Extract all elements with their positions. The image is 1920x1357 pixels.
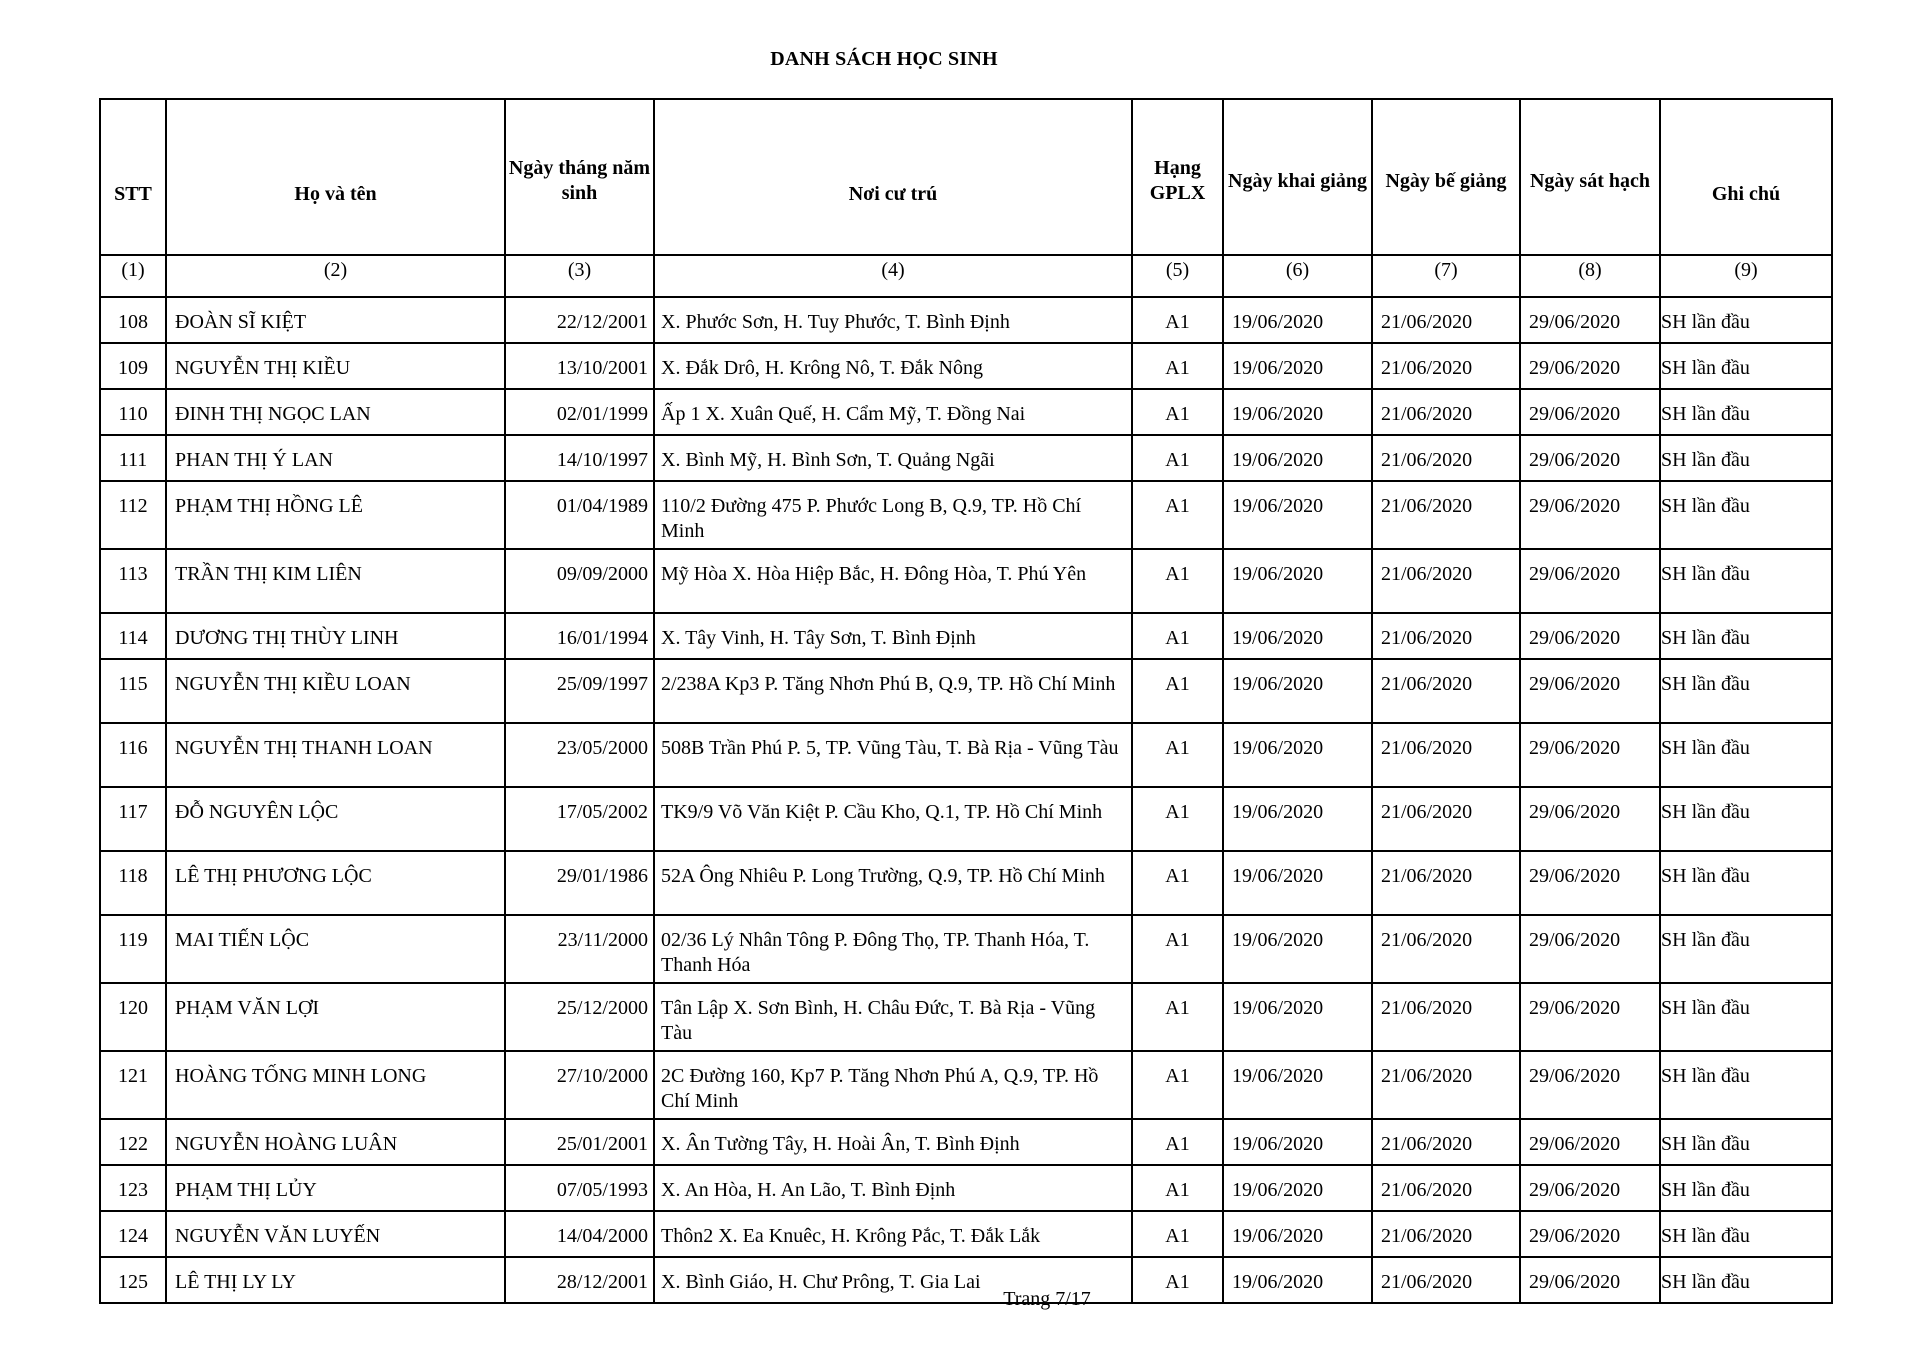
cell-dob: 14/04/2000 [505,1211,654,1257]
document-title: DANH SÁCH HỌC SINH [770,48,998,70]
cell-name: PHAN THỊ Ý LAN [166,435,505,481]
cell-stt: 125 [100,1257,166,1303]
header-row [100,99,1832,255]
cell-note: SH lần đầu [1660,389,1832,435]
cell-license-class: A1 [1132,1257,1223,1303]
cell-start-date: 19/06/2020 [1223,481,1372,549]
header-dob: Ngày tháng năm sinh [505,99,654,255]
cell-note: SH lần đầu [1660,787,1832,851]
cell-start-date: 19/06/2020 [1223,389,1372,435]
page-number: Trang 7/17 [1003,1288,1091,1310]
cell-address: 110/2 Đường 475 P. Phước Long B, Q.9, TP. Hồ Chí Minh [654,481,1132,549]
cell-note: SH lần đầu [1660,1119,1832,1165]
cell-address: Thôn2 X. Ea Knuêc, H. Krông Pắc, T. Đắk Lắk [654,1211,1132,1257]
cell-exam-date: 29/06/2020 [1520,787,1660,851]
cell-dob: 16/01/1994 [505,613,654,659]
table-row [100,1119,1832,1165]
cell-name: ĐINH THỊ NGỌC LAN [166,389,505,435]
cell-address: X. Bình Mỹ, H. Bình Sơn, T. Quảng Ngãi [654,435,1132,481]
cell-stt: 110 [100,389,166,435]
cell-start-date: 19/06/2020 [1223,613,1372,659]
cell-note: SH lần đầu [1660,613,1832,659]
cell-address: X. Ân Tường Tây, H. Hoài Ân, T. Bình Định [654,1119,1132,1165]
cell-note: SH lần đầu [1660,1257,1832,1303]
cell-stt: 120 [100,983,166,1051]
cell-dob: 01/04/1989 [505,481,654,549]
cell-exam-date: 29/06/2020 [1520,343,1660,389]
cell-license-class: A1 [1132,481,1223,549]
cell-name: NGUYỄN VĂN LUYẾN [166,1211,505,1257]
cell-start-date: 19/06/2020 [1223,723,1372,787]
cell-address: X. Phước Sơn, H. Tuy Phước, T. Bình Định [654,297,1132,343]
cell-exam-date: 29/06/2020 [1520,915,1660,983]
cell-exam-date: 29/06/2020 [1520,983,1660,1051]
cell-license-class: A1 [1132,1211,1223,1257]
cell-end-date: 21/06/2020 [1372,983,1520,1051]
table-row [100,613,1832,659]
cell-name: HOÀNG TỐNG MINH LONG [166,1051,505,1119]
cell-stt: 113 [100,549,166,613]
cell-dob: 23/11/2000 [505,915,654,983]
cell-note: SH lần đầu [1660,297,1832,343]
cell-stt: 121 [100,1051,166,1119]
cell-end-date: 21/06/2020 [1372,389,1520,435]
cell-address: Ấp 1 X. Xuân Quế, H. Cẩm Mỹ, T. Đồng Nai [654,389,1132,435]
cell-start-date: 19/06/2020 [1223,983,1372,1051]
header-exam-date: Ngày sát hạch [1520,99,1660,255]
cell-exam-date: 29/06/2020 [1520,481,1660,549]
cell-start-date: 19/06/2020 [1223,1211,1372,1257]
cell-name: NGUYỄN THỊ KIỀU [166,343,505,389]
cell-end-date: 21/06/2020 [1372,787,1520,851]
cell-note: SH lần đầu [1660,1165,1832,1211]
cell-end-date: 21/06/2020 [1372,481,1520,549]
cell-dob: 13/10/2001 [505,343,654,389]
cell-note: SH lần đầu [1660,435,1832,481]
cell-dob: 25/09/1997 [505,659,654,723]
cell-dob: 25/12/2000 [505,983,654,1051]
cell-dob: 02/01/1999 [505,389,654,435]
cell-end-date: 21/06/2020 [1372,1119,1520,1165]
cell-start-date: 19/06/2020 [1223,435,1372,481]
cell-start-date: 19/06/2020 [1223,343,1372,389]
header-stt: STT [100,99,166,255]
table-row [100,851,1832,915]
cell-start-date: 19/06/2020 [1223,1051,1372,1119]
cell-end-date: 21/06/2020 [1372,1165,1520,1211]
column-number: (9) [1660,255,1832,297]
cell-stt: 114 [100,613,166,659]
table-row [100,1165,1832,1211]
cell-license-class: A1 [1132,549,1223,613]
cell-license-class: A1 [1132,1051,1223,1119]
cell-dob: 23/05/2000 [505,723,654,787]
cell-stt: 117 [100,787,166,851]
table-row [100,983,1832,1051]
cell-dob: 07/05/1993 [505,1165,654,1211]
cell-dob: 25/01/2001 [505,1119,654,1165]
cell-dob: 29/01/1986 [505,851,654,915]
cell-stt: 123 [100,1165,166,1211]
cell-name: PHẠM THỊ LỦY [166,1165,505,1211]
cell-note: SH lần đầu [1660,1211,1832,1257]
cell-stt: 119 [100,915,166,983]
cell-address: 02/36 Lý Nhân Tông P. Đông Thọ, TP. Thanh Hóa, T. Thanh Hóa [654,915,1132,983]
cell-exam-date: 29/06/2020 [1520,1165,1660,1211]
cell-stt: 109 [100,343,166,389]
column-number: (3) [505,255,654,297]
cell-end-date: 21/06/2020 [1372,549,1520,613]
table-row [100,297,1832,343]
cell-license-class: A1 [1132,659,1223,723]
cell-dob: 27/10/2000 [505,1051,654,1119]
cell-end-date: 21/06/2020 [1372,343,1520,389]
cell-exam-date: 29/06/2020 [1520,1119,1660,1165]
cell-stt: 112 [100,481,166,549]
cell-name: ĐOÀN SĨ KIỆT [166,297,505,343]
column-number: (4) [654,255,1132,297]
cell-exam-date: 29/06/2020 [1520,297,1660,343]
cell-exam-date: 29/06/2020 [1520,659,1660,723]
column-number: (2) [166,255,505,297]
cell-start-date: 19/06/2020 [1223,1119,1372,1165]
cell-name: PHẠM THỊ HỒNG LÊ [166,481,505,549]
cell-start-date: 19/06/2020 [1223,1257,1372,1303]
cell-name: LÊ THỊ PHƯƠNG LỘC [166,851,505,915]
cell-license-class: A1 [1132,851,1223,915]
column-number: (7) [1372,255,1520,297]
table-row [100,389,1832,435]
cell-exam-date: 29/06/2020 [1520,435,1660,481]
cell-license-class: A1 [1132,343,1223,389]
cell-end-date: 21/06/2020 [1372,723,1520,787]
cell-end-date: 21/06/2020 [1372,1211,1520,1257]
cell-address: Mỹ Hòa X. Hòa Hiệp Bắc, H. Đông Hòa, T. Phú Yên [654,549,1132,613]
column-number-row [100,255,1832,297]
column-number: (1) [100,255,166,297]
cell-address: X. An Hòa, H. An Lão, T. Bình Định [654,1165,1132,1211]
cell-start-date: 19/06/2020 [1223,915,1372,983]
cell-address: 2C Đường 160, Kp7 P. Tăng Nhơn Phú A, Q.9, TP. Hồ Chí Minh [654,1051,1132,1119]
cell-exam-date: 29/06/2020 [1520,613,1660,659]
cell-start-date: 19/06/2020 [1223,549,1372,613]
column-number: (8) [1520,255,1660,297]
header-start-date: Ngày khai giảng [1223,99,1372,255]
cell-stt: 111 [100,435,166,481]
cell-exam-date: 29/06/2020 [1520,1211,1660,1257]
cell-license-class: A1 [1132,915,1223,983]
cell-dob: 28/12/2001 [505,1257,654,1303]
cell-note: SH lần đầu [1660,851,1832,915]
cell-note: SH lần đầu [1660,983,1832,1051]
cell-exam-date: 29/06/2020 [1520,851,1660,915]
table-row [100,787,1832,851]
cell-stt: 115 [100,659,166,723]
cell-start-date: 19/06/2020 [1223,1165,1372,1211]
cell-dob: 17/05/2002 [505,787,654,851]
cell-end-date: 21/06/2020 [1372,851,1520,915]
cell-end-date: 21/06/2020 [1372,659,1520,723]
cell-end-date: 21/06/2020 [1372,613,1520,659]
cell-start-date: 19/06/2020 [1223,787,1372,851]
cell-note: SH lần đầu [1660,343,1832,389]
header-name: Họ và tên [166,99,505,255]
cell-name: NGUYỄN HOÀNG LUÂN [166,1119,505,1165]
header-end-date: Ngày bế giảng [1372,99,1520,255]
cell-name: ĐỖ NGUYÊN LỘC [166,787,505,851]
student-table [99,98,1833,1304]
cell-dob: 14/10/1997 [505,435,654,481]
column-number: (6) [1223,255,1372,297]
cell-license-class: A1 [1132,787,1223,851]
cell-note: SH lần đầu [1660,1051,1832,1119]
cell-start-date: 19/06/2020 [1223,851,1372,915]
cell-name: PHẠM VĂN LỢI [166,983,505,1051]
table-row [100,915,1832,983]
header-address: Nơi cư trú [654,99,1132,255]
cell-name: TRẦN THỊ KIM LIÊN [166,549,505,613]
table-row [100,723,1832,787]
cell-exam-date: 29/06/2020 [1520,1257,1660,1303]
header-note: Ghi chú [1660,99,1832,255]
cell-stt: 122 [100,1119,166,1165]
cell-name: NGUYỄN THỊ KIỀU LOAN [166,659,505,723]
table-row [100,1051,1832,1119]
cell-end-date: 21/06/2020 [1372,1257,1520,1303]
cell-end-date: 21/06/2020 [1372,297,1520,343]
cell-note: SH lần đầu [1660,659,1832,723]
cell-license-class: A1 [1132,723,1223,787]
cell-note: SH lần đầu [1660,915,1832,983]
cell-license-class: A1 [1132,983,1223,1051]
cell-start-date: 19/06/2020 [1223,659,1372,723]
cell-exam-date: 29/06/2020 [1520,723,1660,787]
cell-license-class: A1 [1132,1165,1223,1211]
table-row [100,549,1832,613]
cell-end-date: 21/06/2020 [1372,435,1520,481]
cell-dob: 09/09/2000 [505,549,654,613]
cell-address: 52A Ông Nhiêu P. Long Trường, Q.9, TP. Hồ Chí Minh [654,851,1132,915]
cell-end-date: 21/06/2020 [1372,1051,1520,1119]
cell-license-class: A1 [1132,297,1223,343]
cell-license-class: A1 [1132,389,1223,435]
table-row [100,481,1832,549]
cell-name: NGUYỄN THỊ THANH LOAN [166,723,505,787]
table-row [100,343,1832,389]
cell-name: LÊ THỊ LY LY [166,1257,505,1303]
column-number: (5) [1132,255,1223,297]
cell-address: 508B Trần Phú P. 5, TP. Vũng Tàu, T. Bà Rịa - Vũng Tàu [654,723,1132,787]
cell-address: TK9/9 Võ Văn Kiệt P. Cầu Kho, Q.1, TP. Hồ Chí Minh [654,787,1132,851]
cell-end-date: 21/06/2020 [1372,915,1520,983]
cell-name: MAI TIẾN LỘC [166,915,505,983]
cell-note: SH lần đầu [1660,723,1832,787]
cell-note: SH lần đầu [1660,549,1832,613]
cell-address: Tân Lập X. Sơn Bình, H. Châu Đức, T. Bà Rịa - Vũng Tàu [654,983,1132,1051]
cell-name: DƯƠNG THỊ THÙY LINH [166,613,505,659]
cell-address: 2/238A Kp3 P. Tăng Nhơn Phú B, Q.9, TP. Hồ Chí Minh [654,659,1132,723]
cell-license-class: A1 [1132,613,1223,659]
cell-stt: 116 [100,723,166,787]
cell-note: SH lần đầu [1660,481,1832,549]
header-license-class: Hạng GPLX [1132,99,1223,255]
cell-start-date: 19/06/2020 [1223,297,1372,343]
cell-exam-date: 29/06/2020 [1520,1051,1660,1119]
cell-license-class: A1 [1132,435,1223,481]
cell-exam-date: 29/06/2020 [1520,549,1660,613]
cell-stt: 108 [100,297,166,343]
cell-stt: 124 [100,1211,166,1257]
table-row [100,1211,1832,1257]
cell-address: X. Đắk Drô, H. Krông Nô, T. Đắk Nông [654,343,1132,389]
cell-dob: 22/12/2001 [505,297,654,343]
cell-exam-date: 29/06/2020 [1520,389,1660,435]
cell-address: X. Bình Giáo, H. Chư Prông, T. Gia Lai [654,1257,1132,1303]
cell-address: X. Tây Vinh, H. Tây Sơn, T. Bình Định [654,613,1132,659]
table-row [100,659,1832,723]
table-row [100,435,1832,481]
cell-stt: 118 [100,851,166,915]
cell-license-class: A1 [1132,1119,1223,1165]
